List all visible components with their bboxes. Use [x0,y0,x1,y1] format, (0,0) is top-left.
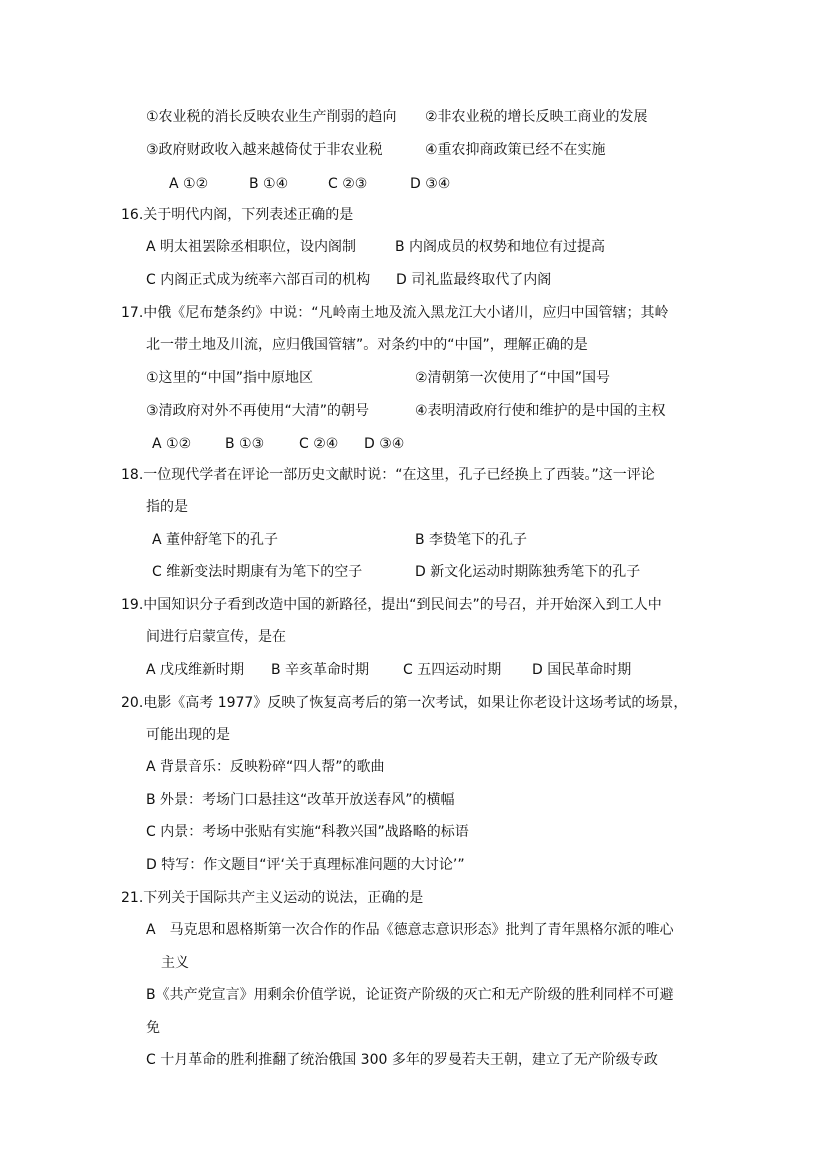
q17-statement-1: ①这里的“中国”指中原地区 [146,370,314,386]
q21-option-a: A 马克思和恩格斯第一次合作的作品《德意志意识形态》批判了青年黑格尔派的唯心 [146,922,674,938]
q18-option-c: C 维新变法时期康有为笔下的空子 [152,564,363,580]
q16-option-b: B 内阁成员的权势和地位有过提高 [395,239,606,255]
question-19-stem: 19.中国知识分子看到改造中国的新路径，提出“到民间去”的号召，并开始深入到工人中 [121,597,662,613]
q21-option-a-cont: 主义 [161,955,189,971]
q20-option-a: A 背景音乐：反映粉碎“四人帮”的歌曲 [146,759,385,775]
q19-option-a: A 戊戌维新时期 [146,662,245,678]
question-18-stem: 18.一位现代学者在评论一部历史文献时说：“在这里，孔子已经换上了西装。”这一评论 [121,467,655,483]
statement-4: ④重农抑商政策已经不在实施 [425,142,606,158]
q19-option-d: D 国民革命时期 [532,662,632,678]
q18-option-b: B 李贽笔下的孔子 [415,532,528,548]
question-20-stem: 20.电影《高考 1977》反映了恢复高考后的第一次考试，如果让你老设计这场考试的场景， [121,695,688,711]
q18-option-a: A 董仲舒笔下的孔子 [152,532,279,548]
q17-option-b: B ①③ [225,436,265,452]
question-17-stem-cont: 北一带土地及川流，应归俄国管辖”。对条约中的“中国”，理解正确的是 [146,337,588,353]
q21-option-b-cont: 免 [146,1020,160,1036]
q17-statement-3: ③清政府对外不再使用“大清”的朝号 [146,403,370,419]
statement-2: ②非农业税的增长反映工商业的发展 [425,109,648,125]
q17-option-c: C ②④ [299,436,339,452]
q16-option-c: C 内阁正式成为统率六部百司的机构 [146,272,371,288]
q20-option-d: D 特写：作文题目“评‘关于真理标准问题的大讨论’” [146,857,465,873]
q16-option-a: A 明太祖罢除丞相职位，设内阁制 [146,239,357,255]
statement-3: ③政府财政收入越来越倚仗于非农业税 [146,142,383,158]
q17-option-d: D ③④ [364,436,405,452]
option-c: C ②③ [328,176,368,192]
q16-option-d: D 司礼监最终取代了内阁 [396,272,552,288]
statement-1: ①农业税的消长反映农业生产削弱的趋向 [146,109,397,125]
question-18-stem-cont: 指的是 [146,499,188,515]
q17-statement-4: ④表明清政府行使和维护的是中国的主权 [415,403,666,419]
option-a: A ①② [169,176,209,192]
q20-option-c: C 内景：考场中张贴有实施“科教兴国”战路略的标语 [146,824,469,840]
q19-option-c: C 五四运动时期 [403,662,502,678]
question-19-stem-cont: 间进行启蒙宣传，是在 [146,629,286,645]
question-17-stem: 17.中俄《尼布楚条约》中说：“凡岭南土地及流入黑龙江大小诸川，应归中国管辖；其岭 [121,305,669,321]
q20-option-b: B 外景：考场门口悬挂这“改革开放送春风”的横幅 [146,792,455,808]
q17-option-a: A ①② [152,436,192,452]
q21-option-c: C 十月革命的胜利推翻了统治俄国 300 多年的罗曼若夫王朝，建立了无产阶级专政 [146,1052,658,1068]
q21-option-b: B《共产党宣言》用剩余价值学说，论证资产阶级的灭亡和无产阶级的胜利同样不可避 [146,987,674,1003]
option-d: D ③④ [410,176,451,192]
q17-statement-2: ②清朝第一次使用了“中国”国号 [415,370,611,386]
question-21-stem: 21.下列关于国际共产主义运动的说法，正确的是 [121,890,424,906]
q18-option-d: D 新文化运动时期陈独秀笔下的孔子 [415,564,641,580]
question-20-stem-cont: 可能出现的是 [146,727,230,743]
option-b: B ①④ [249,176,289,192]
q19-option-b: B 辛亥革命时期 [271,662,370,678]
question-16-stem: 16.关于明代内阁，下列表述正确的是 [121,207,354,223]
